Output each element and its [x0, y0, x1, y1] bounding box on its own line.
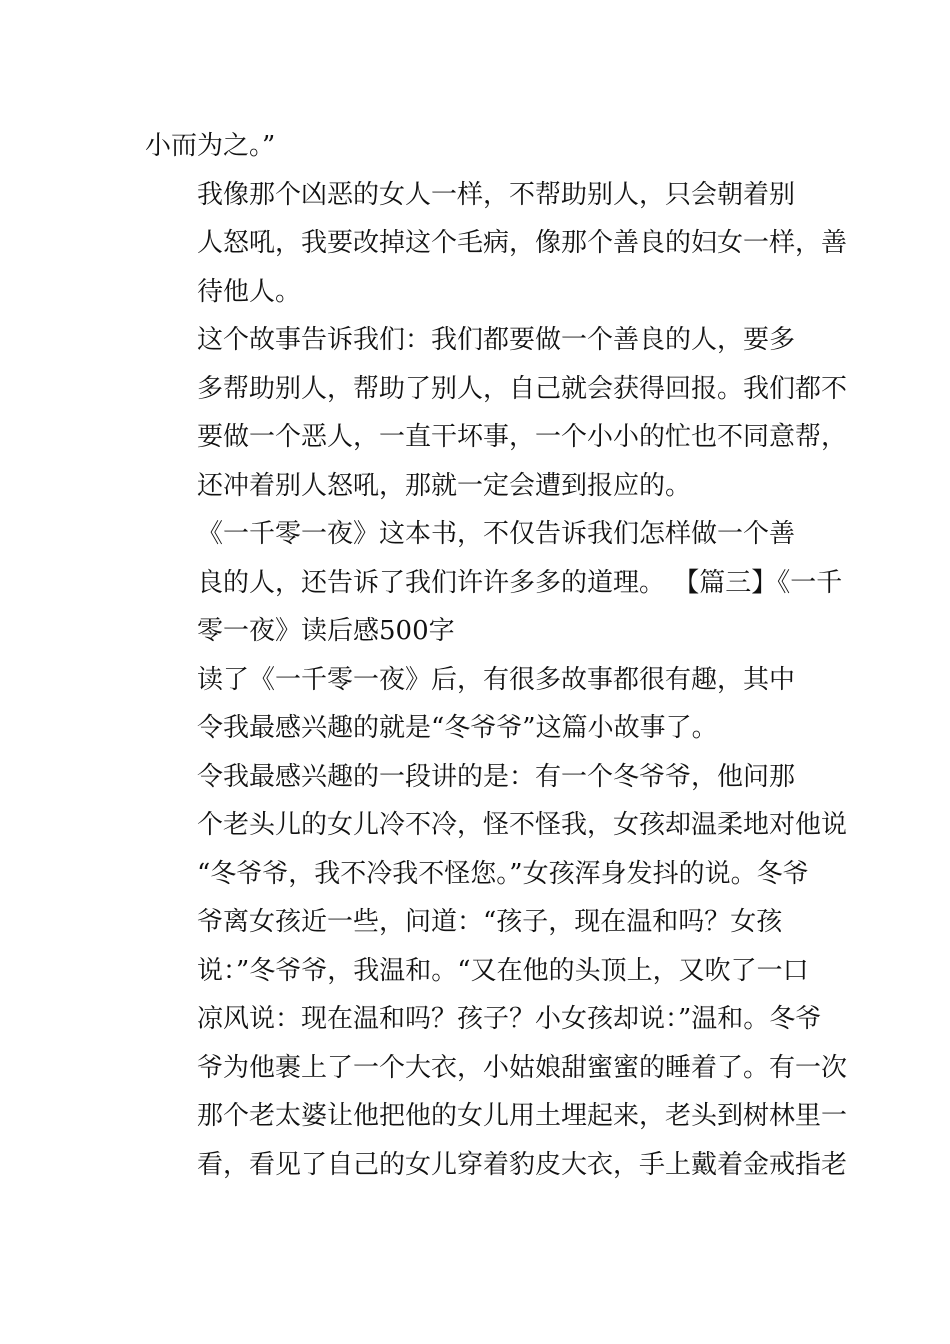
paragraph [145, 510, 843, 656]
text-line: 说：”冬爷爷，我温和。“又在他的头顶上，又吹了一口 [197, 955, 809, 986]
text-line: 小而为之。” [145, 131, 276, 161]
text-line: 《一千零一夜》这本书，不仅告诉我们怎样做一个善 [197, 519, 796, 549]
text-line: 要做一个恶人，一直干坏事，一个小小的忙也不同意帮， [197, 422, 848, 452]
text-line: 良的人，还告诉了我们许许多多的道理。 【篇三】《一千 [197, 567, 843, 598]
text-line: 多帮助别人，帮助了别人，自己就会获得回报。我们都不 [197, 373, 848, 404]
text-line: 读了《一千零一夜》后，有很多故事都很有趣，其中 [197, 664, 796, 695]
text-line: “冬爷爷，我不冷我不怪您。”女孩浑身发抖的说。冬爷 [197, 858, 809, 889]
text-line: 零一夜》读后感500字 [197, 616, 455, 646]
paragraph [145, 171, 848, 317]
text-line: 那个老太婆让他把他的女儿用土埋起来，老头到树林里一 [197, 1101, 848, 1131]
text-line: 爷为他裹上了一个大衣，小姑娘甜蜜蜜的睡着了。有一次 [197, 1052, 848, 1083]
text-line: 令我最感兴趣的就是“冬爷爷”这篇小故事了。 [197, 713, 718, 743]
text-line: 凉风说：现在温和吗？孩子？小女孩却说：”温和。冬爷 [197, 1004, 822, 1034]
text-line: 令我最感兴趣的一段讲的是：有一个冬爷爷，他问那 [197, 761, 796, 792]
text-line: 待他人。 [197, 276, 302, 307]
text-line: 个老头儿的女儿冷不冷，怪不怪我，女孩却温柔地对他说 [197, 810, 848, 840]
paragraph [145, 753, 848, 1190]
text-line: 看，看见了自己的女儿穿着豹皮大衣，手上戴着金戒指老 [197, 1149, 848, 1180]
paragraph [145, 656, 809, 753]
text-line: 这个故事告诉我们：我们都要做一个善良的人，要多 [197, 325, 796, 355]
document-page [145, 122, 848, 1189]
text-line: 人怒吼，我要改掉这个毛病，像那个善良的妇女一样，善 [197, 228, 848, 258]
paragraph [145, 316, 848, 510]
paragraph [145, 122, 809, 171]
text-line: 爷离女孩近一些，问道：“孩子，现在温和吗？女孩 [197, 907, 783, 937]
text-line: 还冲着别人怒吼，那就一定会遭到报应的。 [197, 470, 692, 501]
text-line: 我像那个凶恶的女人一样，不帮助别人，只会朝着别 [197, 179, 796, 210]
